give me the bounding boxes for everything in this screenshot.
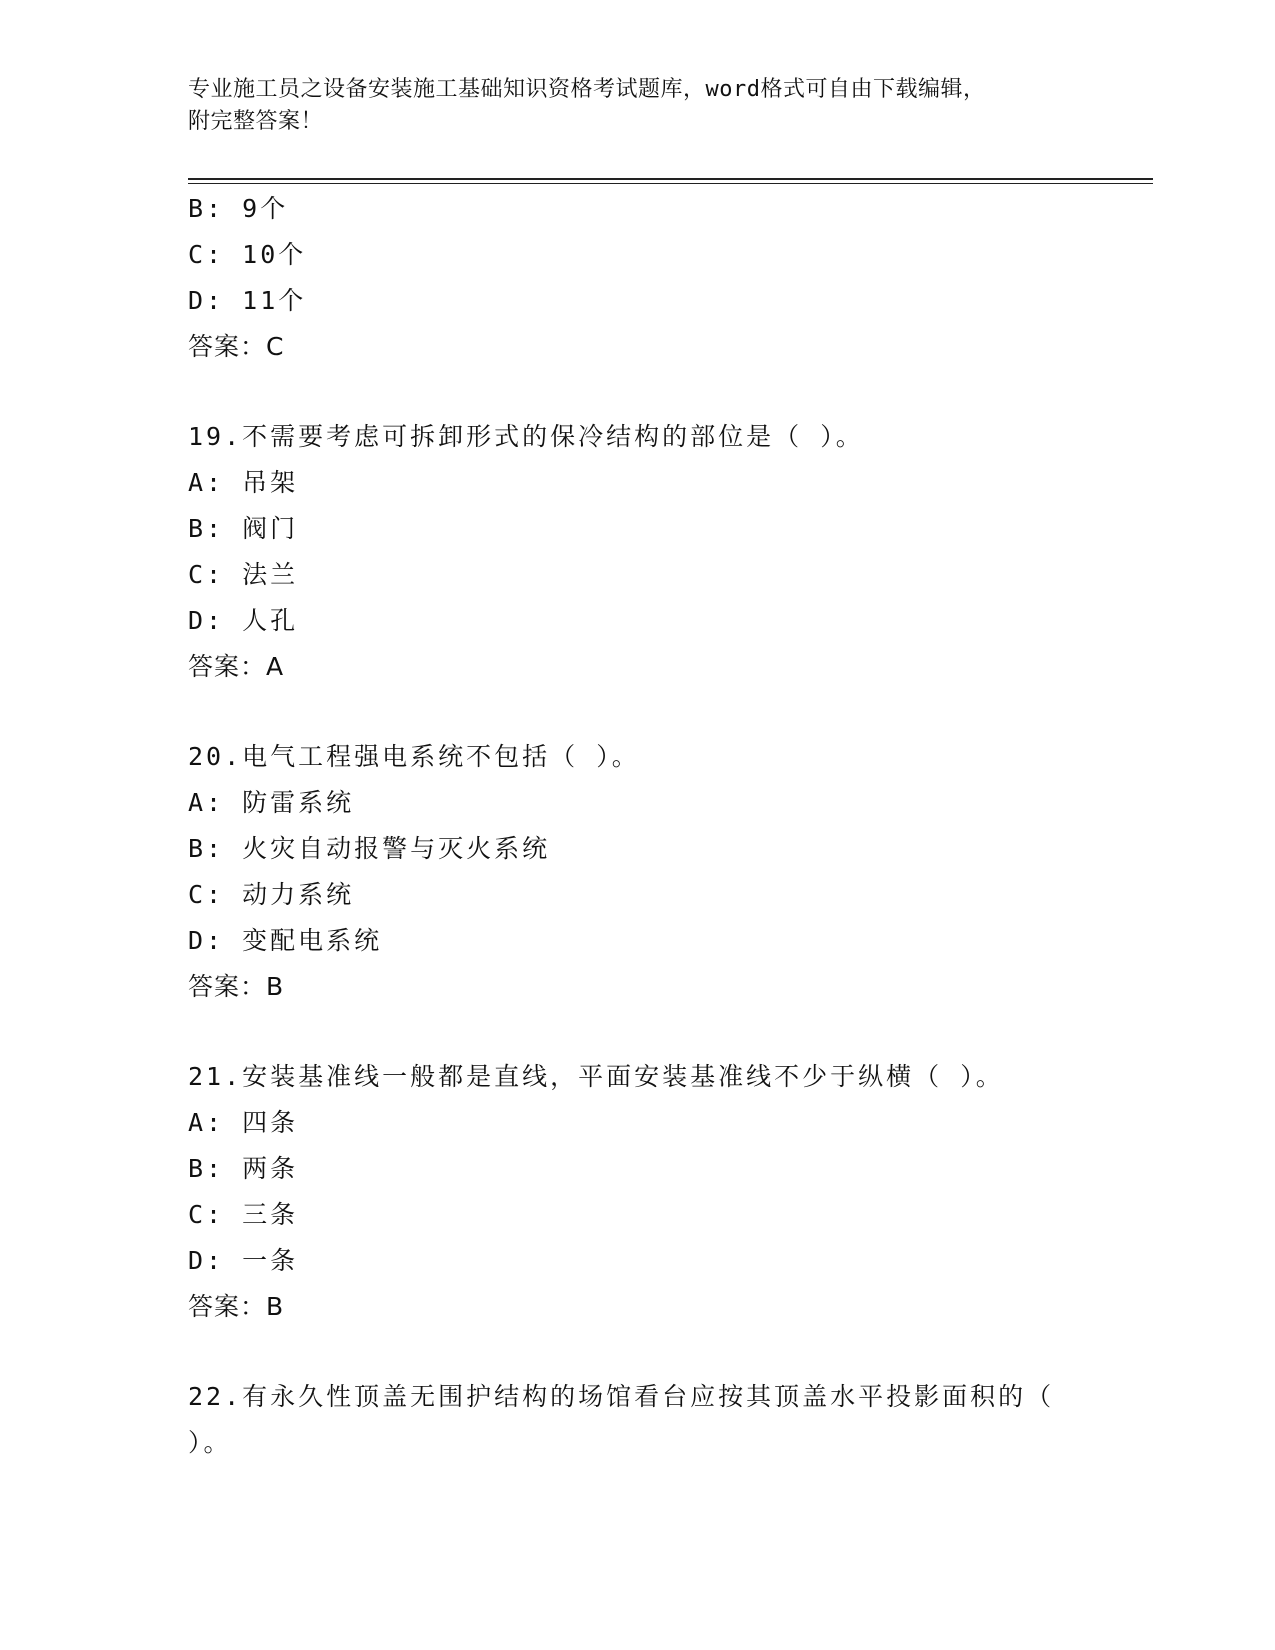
option-b: B: 阀门 [188, 514, 299, 543]
option-b: B: 两条 [188, 1154, 299, 1183]
question-stem: 20.电气工程强电系统不包括（ ）。 [188, 742, 640, 771]
header-divider-thick [188, 178, 1153, 180]
option-c: C: 三条 [188, 1200, 299, 1229]
question-stem-line-1: 22.有永久性顶盖无围护结构的场馆看台应按其顶盖水平投影面积的（ [188, 1382, 1055, 1411]
question-22 [188, 1374, 1088, 1466]
option-b: B: 9个 [188, 194, 289, 223]
question-18-continuation [188, 186, 1088, 370]
question-stem-line-2: ）。 [188, 1428, 232, 1457]
answer-line: 答案：B [188, 1292, 285, 1321]
header-line-2: 附完整答案！ [188, 109, 324, 134]
option-d: D: 人孔 [188, 606, 299, 635]
option-d: D: 一条 [188, 1246, 299, 1275]
option-a: A: 防雷系统 [188, 788, 355, 817]
header-divider-thin [188, 183, 1153, 184]
option-b: B: 火灾自动报警与灭火系统 [188, 834, 551, 863]
option-a: A: 吊架 [188, 468, 299, 497]
question-content [188, 186, 1088, 1466]
question-20 [188, 734, 1088, 1010]
option-d: D: 11个 [188, 286, 307, 315]
question-stem: 21.安装基准线一般都是直线，平面安装基准线不少于纵横（ ）。 [188, 1062, 1004, 1091]
option-c: C: 法兰 [188, 560, 299, 589]
option-c: C: 10个 [188, 240, 307, 269]
document-header [188, 74, 1088, 138]
question-19 [188, 414, 1088, 690]
answer-line: 答案：A [188, 652, 285, 681]
question-stem: 19.不需要考虑可拆卸形式的保冷结构的部位是（ ）。 [188, 422, 864, 451]
option-d: D: 变配电系统 [188, 926, 383, 955]
question-21 [188, 1054, 1088, 1330]
option-c: C: 动力系统 [188, 880, 355, 909]
answer-line: 答案：B [188, 972, 285, 1001]
answer-line: 答案：C [188, 332, 285, 361]
header-line-1: 专业施工员之设备安装施工基础知识资格考试题库，word格式可自由下载编辑， [188, 77, 986, 102]
option-a: A: 四条 [188, 1108, 299, 1137]
